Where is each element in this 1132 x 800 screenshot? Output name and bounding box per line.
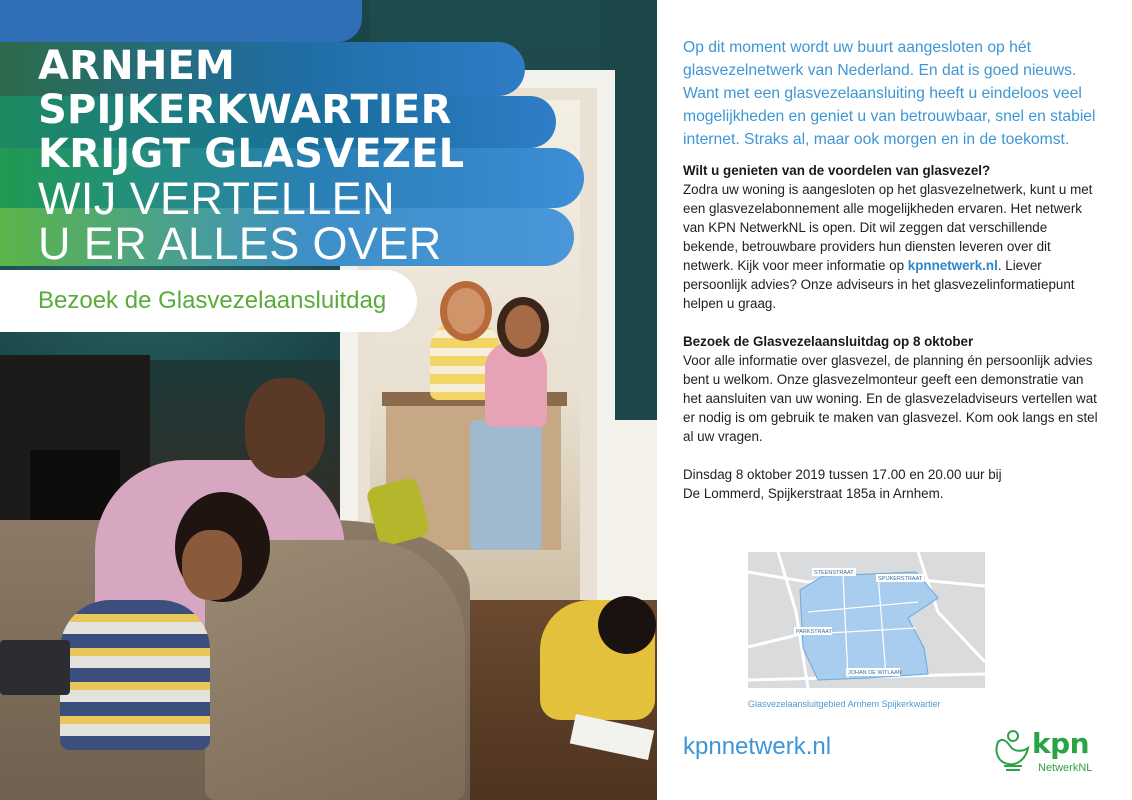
photo-man-head xyxy=(245,378,325,478)
photo-wall-panel xyxy=(615,420,657,610)
event-pill-label: Bezoek de Glasvezelaansluitdag xyxy=(38,287,387,314)
street-label: SPIJKERSTRAAT xyxy=(878,576,923,582)
headline-line: KRIJGT GLASVEZEL xyxy=(38,131,465,177)
event-pill xyxy=(0,270,417,332)
headline-line: SPIJKERKWARTIER xyxy=(38,87,452,133)
photo-girl-legs xyxy=(470,420,542,550)
area-map xyxy=(748,552,985,688)
banner-stripe xyxy=(0,0,362,42)
headline-line: ARNHEM xyxy=(38,43,236,89)
intro-paragraph: Op dit moment wordt uw buurt aangesloten op hét glasvezelnetwerk van Nederland. En dat is goed nieuws. Want met een glasvezelaansluiting heeft u eindeloos veel mogelijkheden en geniet u van betrouwbaar, snel en stabiel internet. Straks al, maar ook morgen en in de toekomst. xyxy=(683,39,1096,148)
area-map-graphic xyxy=(748,552,985,688)
paragraph-text: Zodra uw woning is aangesloten op het glasvezelnetwerk, kunt u met een glasvezelabonnement alle mogelijkheden ervaren. Het netwerk van KPN NetwerkNL is open. Dit wil zeggen dat verschillende bekende, betrouwbare providers hun diensten leveren over dit netwerk. Kijk voor meer informatie op xyxy=(683,182,1093,273)
map-road xyxy=(918,552,985,662)
photo-girl-head xyxy=(505,305,541,349)
photo-child-floor-head xyxy=(598,596,656,654)
street-label: JOHAN DE WITLAAN xyxy=(848,670,902,676)
section-paragraph xyxy=(683,180,1103,313)
kpn-logo-sub: NetwerkNL xyxy=(1038,762,1093,774)
map-fiber-area xyxy=(800,572,938,680)
headline-line: WIJ VERTELLEN xyxy=(38,173,395,224)
map-caption: Glasvezelaansluitgebied Arnhem Spijkerkwartier xyxy=(748,699,941,709)
photo-laptop xyxy=(0,640,70,695)
street-label: PARKSTRAAT xyxy=(796,629,832,635)
text-column xyxy=(683,36,1103,503)
section-heading: Wilt u genieten van de voordelen van glasvezel? xyxy=(683,163,991,178)
street-label: STEENSTRAAT xyxy=(814,570,854,576)
kpn-logo-word: kpn xyxy=(1032,727,1090,760)
event-details-line: Dinsdag 8 oktober 2019 tussen 17.00 en 20.00 uur bij xyxy=(683,467,1002,482)
section-heading: Bezoek de Glasvezelaansluitdag op 8 oktober xyxy=(683,334,974,349)
photo-woman-head xyxy=(447,288,485,334)
footer-url[interactable]: kpnnetwerk.nl xyxy=(683,733,832,760)
event-details-line: De Lommerd, Spijkerstraat 185a in Arnhem. xyxy=(683,486,944,501)
photo-girl xyxy=(485,342,547,427)
headline xyxy=(38,43,465,269)
headline-line: U ER ALLES OVER xyxy=(38,218,442,269)
photo-boy xyxy=(60,600,210,750)
photo-boy-face xyxy=(182,530,242,600)
paragraph-text: . Liever persoonlijk advies? Onze adviseurs in het glasvezelinformatiepunt helpen u graag. xyxy=(683,258,1075,311)
website-link[interactable]: kpnnetwerk.nl xyxy=(907,258,998,273)
section-paragraph: Voor alle informatie over glasvezel, de planning én persoonlijk advies bent u welkom. Onze glasvezelmonteur geeft een demonstratie van het aansluiten van uw woning. En de glasvezeladviseurs vertellen wat er nodig is om gebruik te maken van glasvezel. Kom ook langs en stel al uw vragen. xyxy=(683,353,1098,444)
